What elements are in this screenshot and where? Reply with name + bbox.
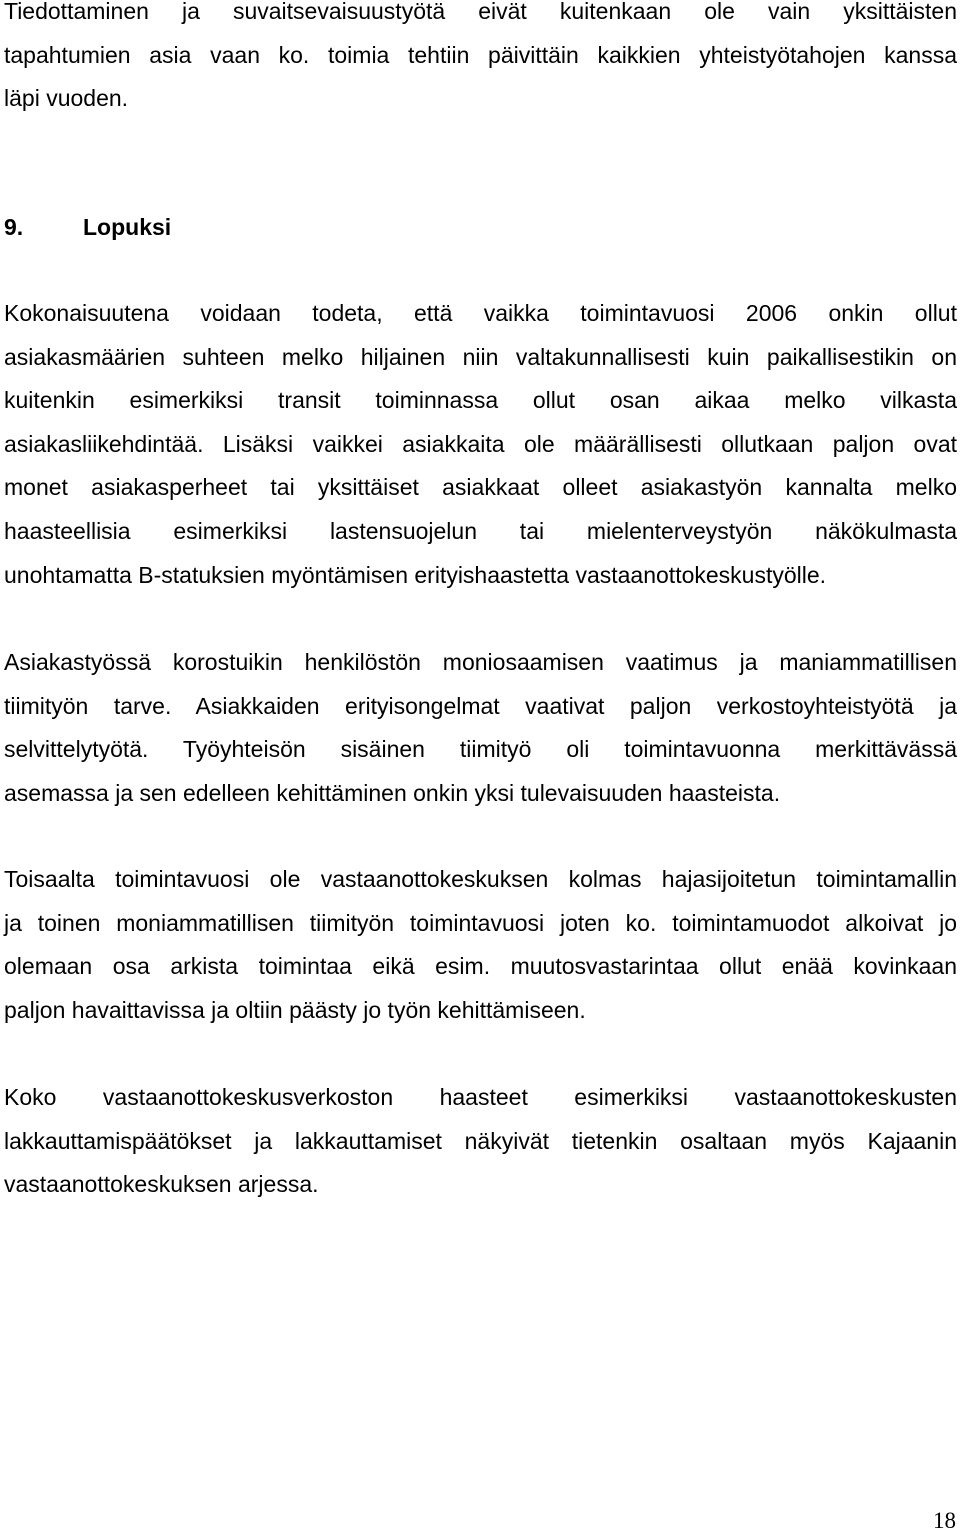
text-line: haasteellisia esimerkiksi lastensuojelun tai mielenterveystyön näkökulmasta — [4, 517, 957, 544]
paragraph-1 — [4, 292, 957, 597]
text-line: vastaanottokeskuksen arjessa. — [4, 1171, 319, 1198]
text-line: tapahtumien asia vaan ko. toimia tehtiin päivittäin kaikkien yhteistyötahojen kanssa — [4, 41, 957, 68]
text-line: läpi vuoden. — [4, 85, 129, 112]
text-line: asiakasliikehdintää. Lisäksi vaikkei asiakkaita ole määrällisesti ollutkaan paljon ovat — [4, 430, 957, 457]
section-heading — [4, 206, 171, 249]
text-line: asemassa ja sen edelleen kehittäminen onkin yksi tulevaisuuden haasteista. — [4, 779, 781, 806]
text-line: monet asiakasperheet tai yksittäiset asiakkaat olleet asiakastyön kannalta melko — [4, 474, 957, 501]
text-line: paljon havaittavissa ja oltiin päästy jo työn kehittämiseen. — [4, 996, 586, 1023]
text-line: asiakasmäärien suhteen melko hiljainen niin valtakunnallisesti kuin paikallisestikin on — [4, 343, 957, 370]
text-line: Toisaalta toimintavuosi ole vastaanottokeskuksen kolmas hajasijoitetun toimintamallin — [4, 866, 957, 892]
page-number: 18 — [933, 1508, 956, 1533]
paragraph-4 — [4, 1076, 957, 1207]
section-number: 9. — [4, 214, 24, 240]
paragraph-2 — [4, 641, 957, 815]
text-line: tiimityön tarve. Asiakkaiden erityisongelmat vaativat paljon verkostoyhteistyötä ja — [4, 692, 957, 719]
text-line: Kokonaisuutena voidaan todeta, että vaikka toimintavuosi 2006 onkin ollut — [4, 300, 957, 326]
text-line: kuitenkin esimerkiksi transit toiminnassa ollut osan aikaa melko vilkasta — [4, 387, 957, 414]
section-title: Lopuksi — [83, 214, 172, 240]
paragraph-3 — [4, 858, 957, 1032]
text-line: lakkauttamispäätökset ja lakkauttamiset näkyivät tietenkin osaltaan myös Kajaanin — [4, 1127, 957, 1154]
text-line: Tiedottaminen ja suvaitsevaisuustyötä eivät kuitenkaan ole vain yksittäisten — [4, 0, 957, 24]
text-line: olemaan osa arkista toimintaa eikä esim. muutosvastarintaa ollut enää kovinkaan — [4, 953, 957, 980]
text-line: Koko vastaanottokeskusverkoston haasteet esimerkiksi vastaanottokeskusten — [4, 1084, 957, 1110]
text-line: unohtamatta B-statuksien myöntämisen erityishaastetta vastaanottokeskustyölle. — [4, 561, 827, 588]
intro-paragraph — [4, 0, 957, 121]
text-line: Asiakastyössä korostuikin henkilöstön moniosaamisen vaatimus ja maniammatillisen — [4, 649, 957, 675]
text-line: selvittelytyötä. Työyhteisön sisäinen tiimityö oli toimintavuonna merkittävässä — [4, 736, 957, 763]
text-line: ja toinen moniammatillisen tiimityön toimintavuosi joten ko. toimintamuodot alkoivat jo — [4, 909, 957, 936]
